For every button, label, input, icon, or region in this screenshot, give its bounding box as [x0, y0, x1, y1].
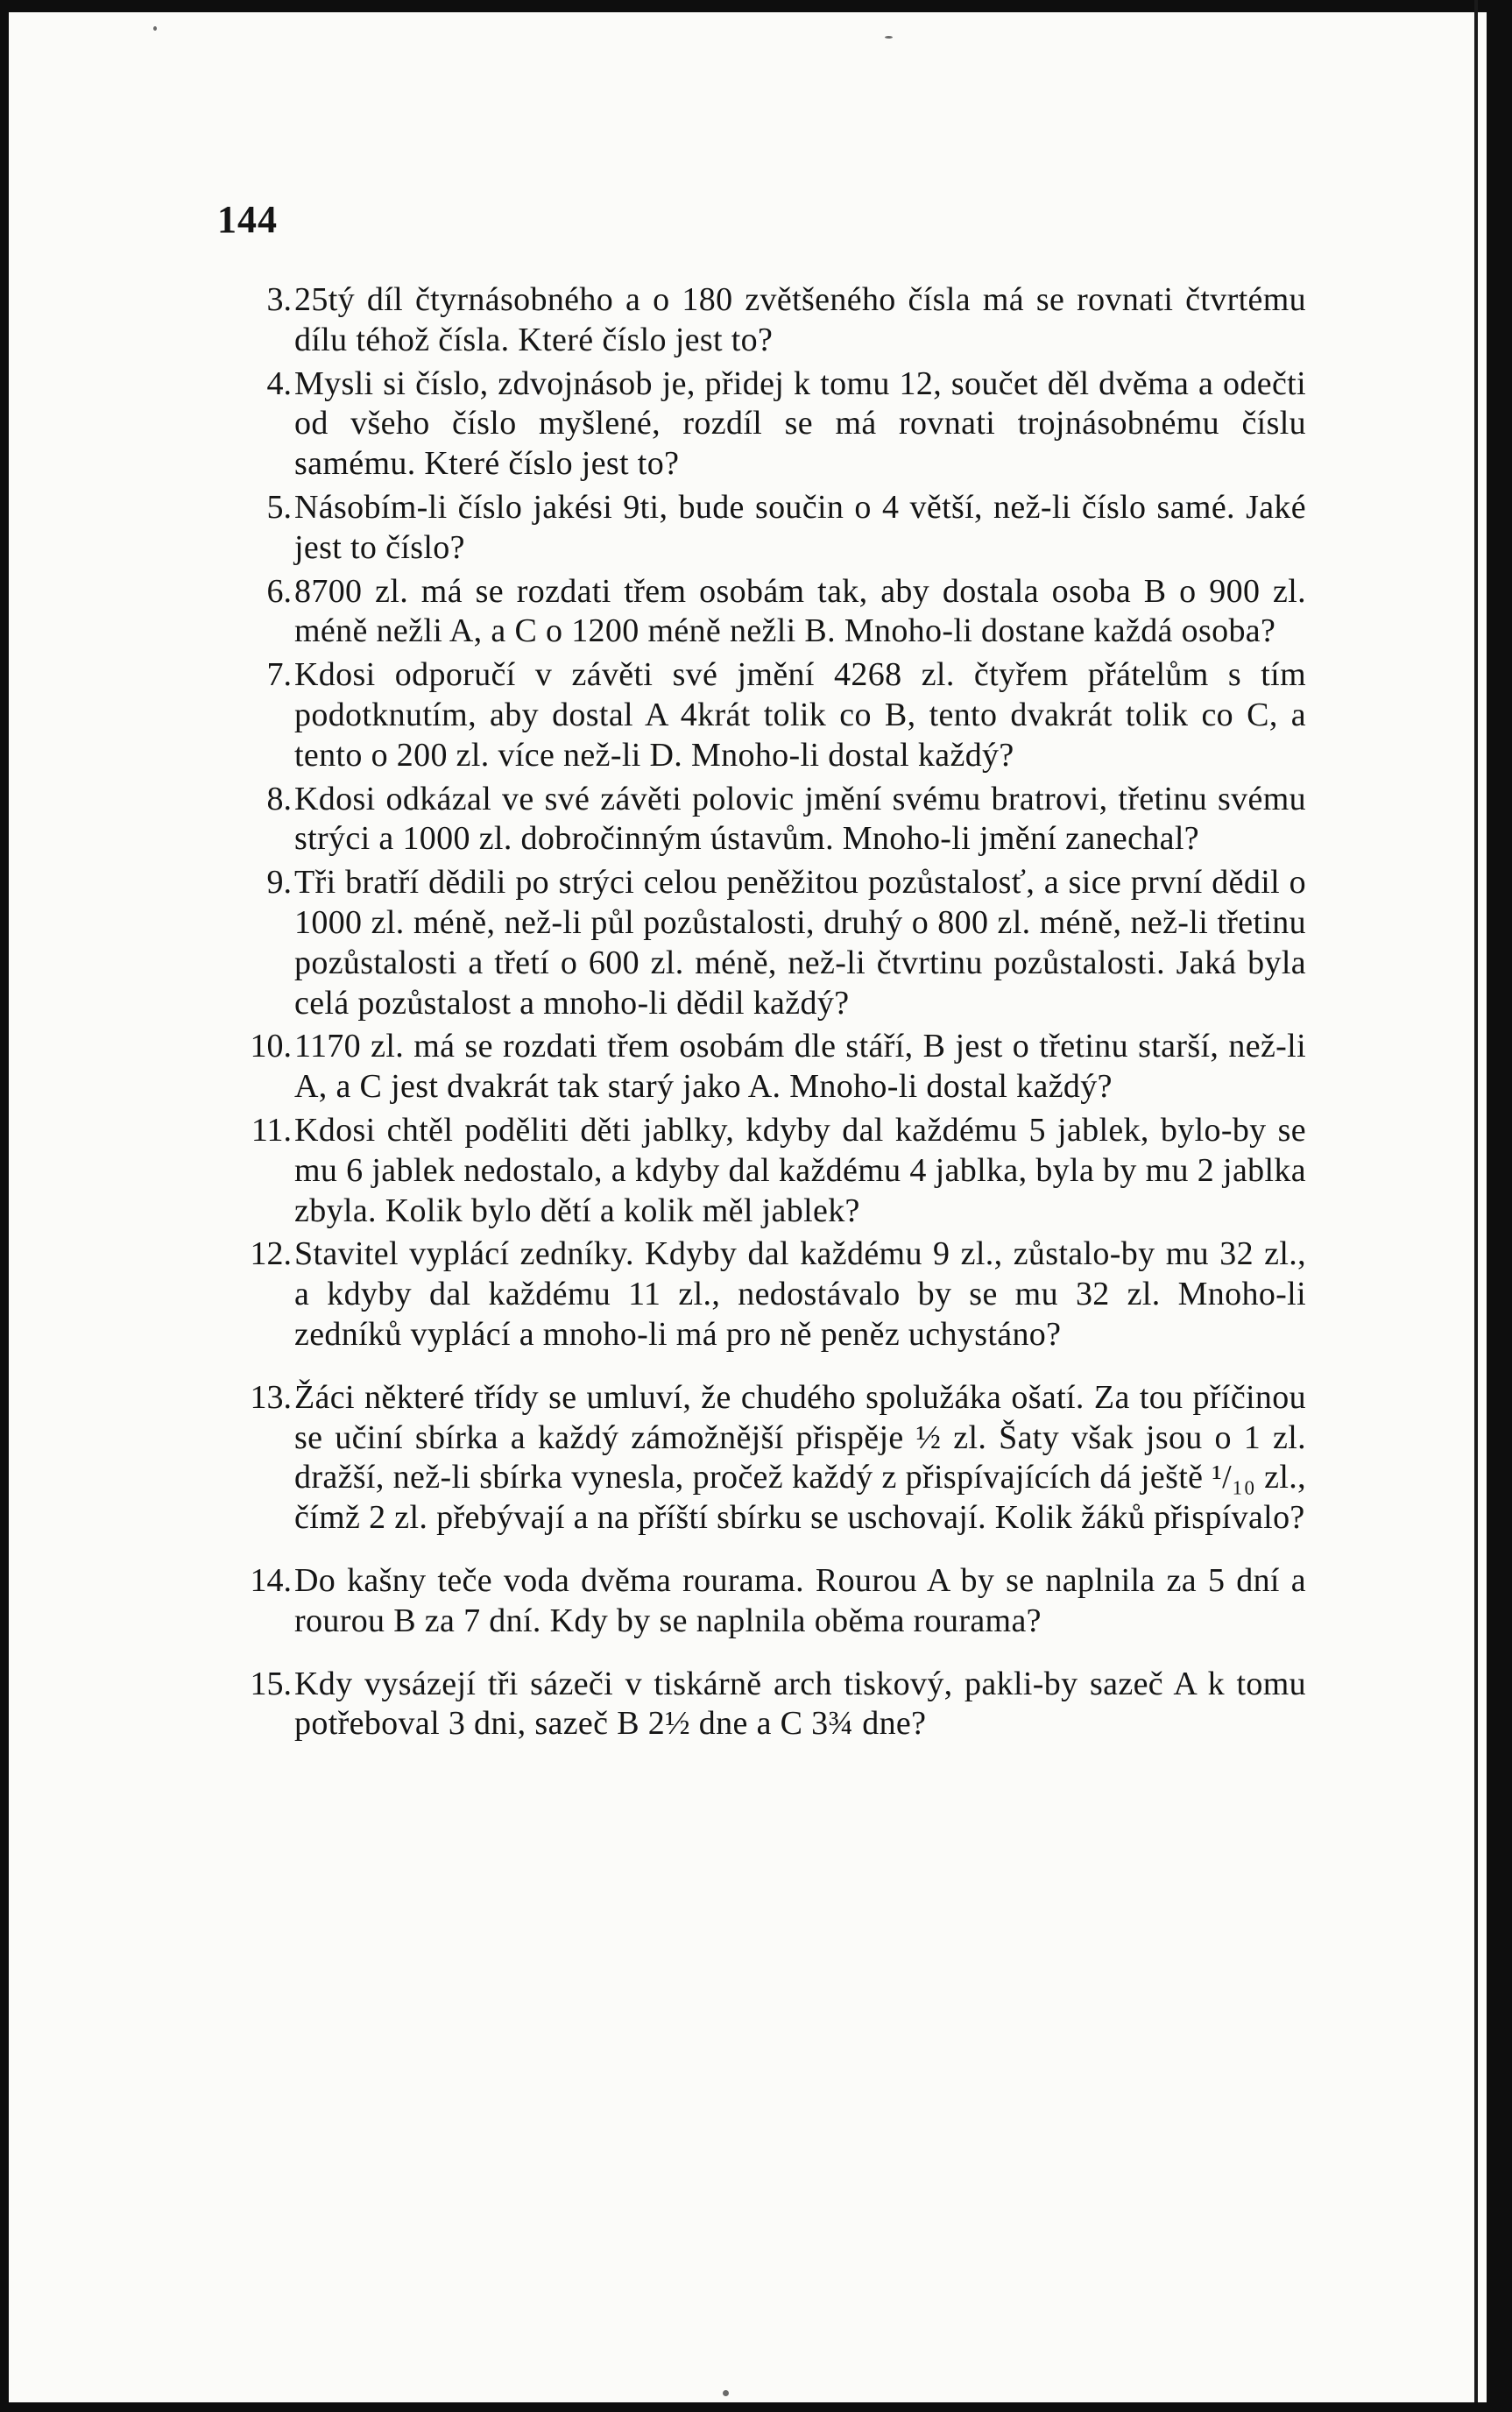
- problem-number: 15.: [250, 1665, 292, 1702]
- problem-item: [215, 1027, 1305, 1107]
- problem-list: [0, 280, 1512, 1748]
- problem-item: [215, 488, 1305, 569]
- problem-text: Do kašny teče voda dvěma rourama. Rourou A by se naplnila za 5 dní a rourou B za 7 dní. Kdy by se naplnila oběma rourama?: [294, 1561, 1306, 1639]
- problem-item: [215, 655, 1305, 775]
- problem-number: 11.: [251, 1111, 292, 1149]
- problem-text: 25tý díl čtyrnásobného a o 180 zvětšeného čísla má se rovnati čtvrtému dílu téhož čísla. Které číslo jest to?: [294, 281, 1306, 358]
- problem-number: 8.: [266, 780, 292, 817]
- problem-number: 5.: [266, 488, 292, 526]
- problem-number: 4.: [266, 364, 292, 402]
- scan-speck: [723, 2390, 729, 2396]
- problem-text: Kdy vysázejí tři sázeči v tiskárně arch tiskový, pakli-by sazeč A k tomu potřeboval 3 dni, sazeč B 2½ dne a C 3¾ dne?: [294, 1665, 1306, 1743]
- problem-item: [215, 280, 1305, 361]
- problem-number: 6.: [266, 572, 292, 610]
- problem-item: [215, 1234, 1305, 1355]
- problem-text: Stavitel vyplácí zedníky. Kdyby dal každému 9 zl., zůstalo-by mu 32 zl., a kdyby dal každému 11 zl., nedostávalo by se mu 32 zl. Mnoho-li zedníků vyplácí a mnoho-li má pro ně peněz uchystáno?: [294, 1235, 1306, 1353]
- problem-number: 12.: [250, 1235, 292, 1273]
- problem-number: 13.: [250, 1378, 292, 1416]
- problem-number: 3.: [266, 281, 292, 318]
- problem-text: Kdosi chtěl poděliti děti jablky, kdyby dal každému 5 jablek, bylo-by se mu 6 jablek nedostalo, a kdyby dal každému 4 jablka, byla by mu 2 jablka zbyla. Kolik bylo dětí a kolik měl jablek?: [294, 1111, 1306, 1229]
- problem-number: 7.: [266, 656, 292, 694]
- problem-item: [215, 1378, 1305, 1538]
- problem-text: Mysli si číslo, zdvojnásob je, přidej k tomu 12, součet děl dvěma a odečti od všeho číslo myšlené, rozdíl se má rovnati trojnásobnému číslu samému. Které číslo jest to?: [294, 364, 1306, 483]
- problem-number: 14.: [250, 1561, 292, 1599]
- scan-speck: [885, 36, 893, 39]
- problem-item: [215, 364, 1305, 485]
- problem-text: 1170 zl. má se rozdati třem osobám dle stáří, B jest o třetinu starší, než-li A, a C jest dvakrát tak starý jako A. Mnoho-li dostal každý?: [294, 1028, 1306, 1106]
- problem-item: [215, 1111, 1305, 1231]
- problem-text: Žáci některé třídy se umluví, že chudého spolužáka ošatí. Za tou příčinou se učiní sbírka a každý zámožnější přispěje ½ zl. Šaty však jsou o 1 zl. dražší, než-li sbírka vynesla, pročež každý z přispívajících dá ještě ¹/₁₀ zl., čímž 2 zl. přebývají a na příští sbírku se uschovají. Kolik žáků přispívalo?: [294, 1378, 1306, 1537]
- problem-number: 9.: [266, 864, 292, 902]
- problem-item: [215, 863, 1305, 1023]
- problem-text: Kdosi odkázal ve své závěti polovic jmění svému bratrovi, třetinu svému strýci a 1000 zl. dobročinným ústavům. Mnoho-li jmění zanechal?: [294, 780, 1306, 858]
- problem-item: [215, 780, 1305, 860]
- scan-speck: [153, 26, 157, 31]
- problem-item: [215, 1665, 1305, 1745]
- problem-text: Tři bratří dědili po strýci celou peněžitou pozůstalosť, a sice první dědil o 1000 zl. méně, než-li půl pozůstalosti, druhý o 800 zl. méně, než-li třetinu pozůstalosti a třetí o 600 zl. méně, než-li čtvrtinu pozůstalosti. Jaká byla celá pozůstalost a mnoho-li dědil každý?: [294, 864, 1306, 1022]
- problem-text: 8700 zl. má se rozdati třem osobám tak, aby dostala osoba B o 900 zl. méně nežli A, a C o 1200 méně nežli B. Mnoho-li dostane každá osoba?: [294, 572, 1306, 650]
- scan-border-bottom: [0, 2402, 1512, 2412]
- page-number: 144: [217, 198, 278, 241]
- problem-item: [215, 1561, 1305, 1642]
- scan-border-top: [0, 0, 1512, 12]
- problem-text: Násobím-li číslo jakési 9ti, bude součin o 4 větší, než-li číslo samé. Jaké jest to číslo?: [294, 488, 1306, 566]
- problem-item: [215, 572, 1305, 653]
- problem-text: Kdosi odporučí v závěti své jmění 4268 zl. čtyřem přátelům s tím podotknutím, aby dostal A 4krát tolik co B, tento dvakrát tolik co C, a tento o 200 zl. více než-li D. Mnoho-li dostal každý?: [294, 656, 1306, 774]
- problem-number: 10.: [250, 1028, 292, 1065]
